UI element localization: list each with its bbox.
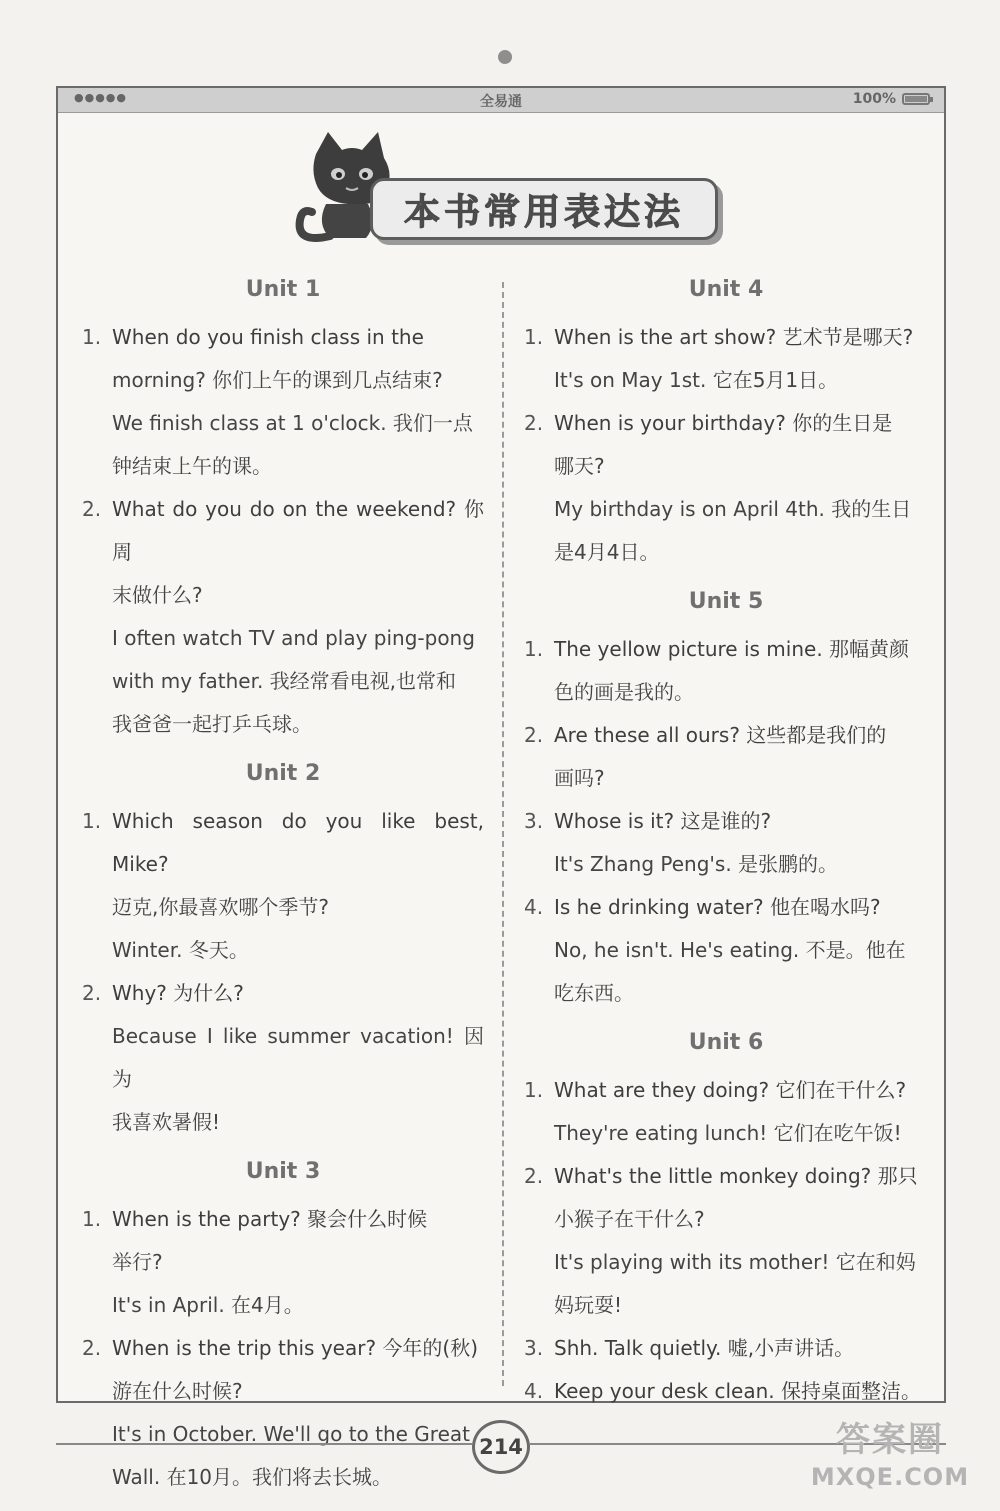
item-number: 2. — [524, 1164, 544, 1188]
item-line: 是4月4日。 — [554, 540, 660, 564]
item-body — [554, 800, 928, 886]
item-line: 我爸爸一起打乒乓球。 — [112, 712, 312, 736]
item-number: 1. — [82, 1207, 102, 1231]
battery-percent: 100% — [852, 91, 896, 107]
bottom-rule-left — [56, 1443, 472, 1445]
list-item — [524, 714, 928, 800]
item-body — [554, 1370, 928, 1413]
unit-heading: Unit 3 — [245, 1159, 321, 1184]
list-item — [524, 1069, 928, 1155]
item-line: 迈克,你最喜欢哪个季节? — [112, 895, 329, 919]
item-line: My birthday is on April 4th. 我的生日 — [554, 497, 912, 521]
item-body — [554, 1155, 928, 1327]
item-body — [112, 972, 484, 1144]
item-line: When is your birthday? 你的生日是 — [554, 411, 893, 435]
item-number: 2. — [82, 1336, 102, 1360]
item-line: Because I like summer vacation! 因为 — [112, 1024, 484, 1091]
item-line: It's on May 1st. 它在5月1日。 — [554, 368, 839, 392]
unit-heading: Unit 2 — [245, 761, 321, 786]
item-body — [554, 886, 928, 1015]
item-line: No, he isn't. He's eating. 不是。他在 — [554, 938, 906, 962]
list-item — [524, 886, 928, 1015]
item-line: When is the party? 聚会什么时候 — [112, 1207, 428, 1231]
item-line: Shh. Talk quietly. 嘘,小声讲话。 — [554, 1336, 855, 1360]
item-line: They're eating lunch! 它们在吃午饭! — [554, 1121, 902, 1145]
item-body — [112, 800, 484, 972]
unit-heading: Unit 6 — [688, 1030, 764, 1055]
item-line: morning? 你们上午的课到几点结束? — [112, 368, 443, 392]
item-line: Wall. 在10月。我们将去长城。 — [112, 1465, 393, 1489]
item-body — [554, 316, 928, 402]
item-number: 1. — [524, 325, 544, 349]
watermark-url: MXQE.COM — [810, 1463, 970, 1491]
right-column — [524, 274, 928, 1425]
item-line: When do you finish class in the — [112, 325, 424, 349]
battery-icon — [902, 93, 930, 105]
status-bar — [58, 88, 944, 113]
item-line: It's in April. 在4月。 — [112, 1293, 304, 1317]
title-box — [370, 178, 718, 240]
item-line: What are they doing? 它们在干什么? — [554, 1078, 907, 1102]
item-number: 4. — [524, 895, 544, 919]
unit-section — [82, 1156, 484, 1499]
watermark — [790, 1418, 990, 1502]
unit-heading: Unit 5 — [688, 589, 764, 614]
item-body — [112, 316, 484, 488]
status-app-title: 全易通 — [480, 94, 522, 110]
item-body — [554, 402, 928, 574]
page-title: 本书常用表达法 — [403, 191, 684, 233]
list-item — [524, 402, 928, 574]
list-item — [82, 800, 484, 972]
list-item — [82, 1327, 484, 1499]
unit-section — [524, 1027, 928, 1413]
battery-fill — [905, 96, 927, 102]
item-line: 游在什么时候? — [112, 1379, 243, 1403]
unit-section — [524, 586, 928, 1015]
item-number: 1. — [82, 809, 102, 833]
item-body — [554, 1327, 928, 1370]
item-number: 3. — [524, 1336, 544, 1360]
column-divider — [502, 282, 504, 1386]
item-line: 色的画是我的。 — [554, 680, 694, 704]
item-line: Is he drinking water? 他在喝水吗? — [554, 895, 881, 919]
item-line: with my father. 我经常看电视,也常和 — [112, 669, 457, 693]
item-line: 吃东西。 — [554, 981, 634, 1005]
item-body — [112, 488, 484, 746]
item-line: 末做什么? — [112, 583, 203, 607]
unit-section — [524, 274, 928, 574]
unit-heading: Unit 4 — [688, 277, 764, 302]
item-line: When is the art show? 艺术节是哪天? — [554, 325, 914, 349]
item-line: What do you do on the weekend? 你周 — [112, 497, 484, 564]
item-line: 钟结束上午的课。 — [112, 454, 272, 478]
item-number: 1. — [524, 1078, 544, 1102]
left-column — [82, 274, 484, 1511]
item-line: Winter. 冬天。 — [112, 938, 249, 962]
item-line: Why? 为什么? — [112, 981, 244, 1005]
list-item — [82, 316, 484, 488]
title-banner — [286, 124, 726, 254]
page-number: 214 — [472, 1420, 530, 1474]
item-number: 1. — [82, 325, 102, 349]
item-number: 2. — [82, 497, 102, 521]
list-item — [524, 1370, 928, 1413]
item-line: I often watch TV and play ping-pong — [112, 626, 475, 650]
item-body — [112, 1198, 484, 1327]
signal-indicator: ●●●●● — [74, 91, 127, 104]
item-line: 画吗? — [554, 766, 605, 790]
item-line: When is the trip this year? 今年的(秋) — [112, 1336, 479, 1360]
list-item — [82, 488, 484, 746]
item-line: Which season do you like best, Mike? — [112, 809, 484, 876]
unit-heading: Unit 1 — [245, 277, 321, 302]
battery-group — [853, 91, 930, 107]
item-number: 1. — [524, 637, 544, 661]
list-item — [524, 800, 928, 886]
punch-hole — [498, 50, 512, 64]
item-line: What's the little monkey doing? 那只 — [554, 1164, 918, 1188]
item-number: 2. — [524, 723, 544, 747]
item-number: 2. — [524, 411, 544, 435]
item-line: 举行? — [112, 1250, 163, 1274]
item-line: It's playing with its mother! 它在和妈 — [554, 1250, 916, 1274]
item-number: 4. — [524, 1379, 544, 1403]
list-item — [82, 972, 484, 1144]
item-number: 2. — [82, 981, 102, 1005]
watermark-logo-text: 答案圈 — [836, 1420, 944, 1460]
item-line: 妈玩耍! — [554, 1293, 623, 1317]
item-line: Whose is it? 这是谁的? — [554, 809, 772, 833]
item-line: 我喜欢暑假! — [112, 1110, 221, 1134]
item-line: It's in October. We'll go to the Great — [112, 1422, 470, 1446]
list-item — [524, 1327, 928, 1370]
unit-section — [82, 758, 484, 1144]
list-item — [524, 316, 928, 402]
item-line: It's Zhang Peng's. 是张鹏的。 — [554, 852, 839, 876]
item-line: Keep your desk clean. 保持桌面整洁。 — [554, 1379, 921, 1403]
item-line: 小猴子在干什么? — [554, 1207, 705, 1231]
item-number: 3. — [524, 809, 544, 833]
item-body — [554, 714, 928, 800]
item-line: The yellow picture is mine. 那幅黄颜 — [554, 637, 910, 661]
list-item — [82, 1198, 484, 1327]
item-line: We finish class at 1 o'clock. 我们一点 — [112, 411, 473, 435]
item-line: 哪天? — [554, 454, 605, 478]
item-line: Are these all ours? 这些都是我们的 — [554, 723, 887, 747]
list-item — [524, 1155, 928, 1327]
item-body — [554, 628, 928, 714]
item-body — [554, 1069, 928, 1155]
item-body — [112, 1327, 484, 1499]
unit-section — [82, 274, 484, 746]
list-item — [524, 628, 928, 714]
